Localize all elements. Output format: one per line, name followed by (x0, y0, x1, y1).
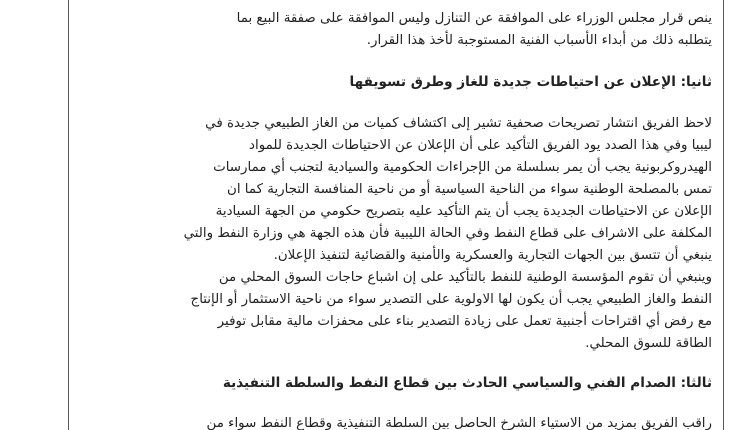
section-2-heading: ثانيا: الإعلان عن احتياطات جديدة للغاز وطرق تسويقها (349, 74, 712, 90)
section-3-heading: ثالثا: الصدام الفني والسياسي الحادث بين قطاع النفط والسلطة التنفيذية (222, 375, 712, 391)
paragraph-line: لاحظ الفريق انتشار تصريحات صحفية تشير إلى اكتشاف كميات من الغاز الطبيعي جديدة في (205, 116, 712, 131)
paragraph-line: الهيدروكربونية يجب أن يمر بسلسلة من الإجراءات الحكومية والسيادية لتجنب أي ممارسات (213, 160, 712, 175)
paragraph-line: ينبغي أن تتسق بين الجهات التجارية والعسكرية والأمنية والقضائية لتنفيذ الإعلان. (273, 248, 712, 263)
paragraph-line: وينبغي أن تقوم المؤسسة الوطنية للنفط بالتأكيد على إن اشباع حاجات السوق المحلي من (218, 270, 712, 285)
paragraph-line: الإعلان عن الاحتياطات الجديدة يجب أن يتم التأكيد عليه بتصريح حكومي من الجهة السيادية (215, 204, 712, 219)
intro-line-2: يتطلبه ذلك من أبداء الأسباب الفنية المستوجبة لأخذ هذا القرار. (366, 33, 712, 48)
paragraph-line: تمس بالمصلحة الوطنية سواء من الناحية السياسية أو من ناحية المنافسة التجارية كما ان (227, 182, 712, 197)
intro-line-1: ينص قرار مجلس الوزراء على الموافقة عن التنازل وليس الموافقة على صفقة البيع بما (236, 11, 712, 26)
paragraph-line: مع رفض أي اقتراحات أجنبية تعمل على زيادة التصدير بناء على محفزات مالية مقابل توفير (217, 314, 712, 329)
paragraph-line: ليبيا وفي هذا الصدد يود الفريق التأكيد على أن الإعلان عن الاحتياطات الجديدة للمواد (249, 138, 712, 153)
paragraph-line: الطاقة للسوق المحلي. (585, 336, 712, 351)
section-2-paragraph (90, 113, 712, 355)
document-body (90, 0, 712, 430)
paragraph-line: النفط والغاز الطبيعي يجب أن يكون لها الاولوية على التصدير سواء من ناحية الاستثمار أو الإنتاج (190, 292, 712, 307)
paragraph-line: المكلفة على الاشراف على قطاع النفط وفي الحالة الليبية فأن هذه الجهة هي وزارة النفط والتي (183, 226, 712, 241)
paragraph-line: راقب الفريق بمزيد من الاستياء الشرخ الحاصل بين السلطة التنفيذية وقطاع النفط سواء من (206, 416, 712, 430)
